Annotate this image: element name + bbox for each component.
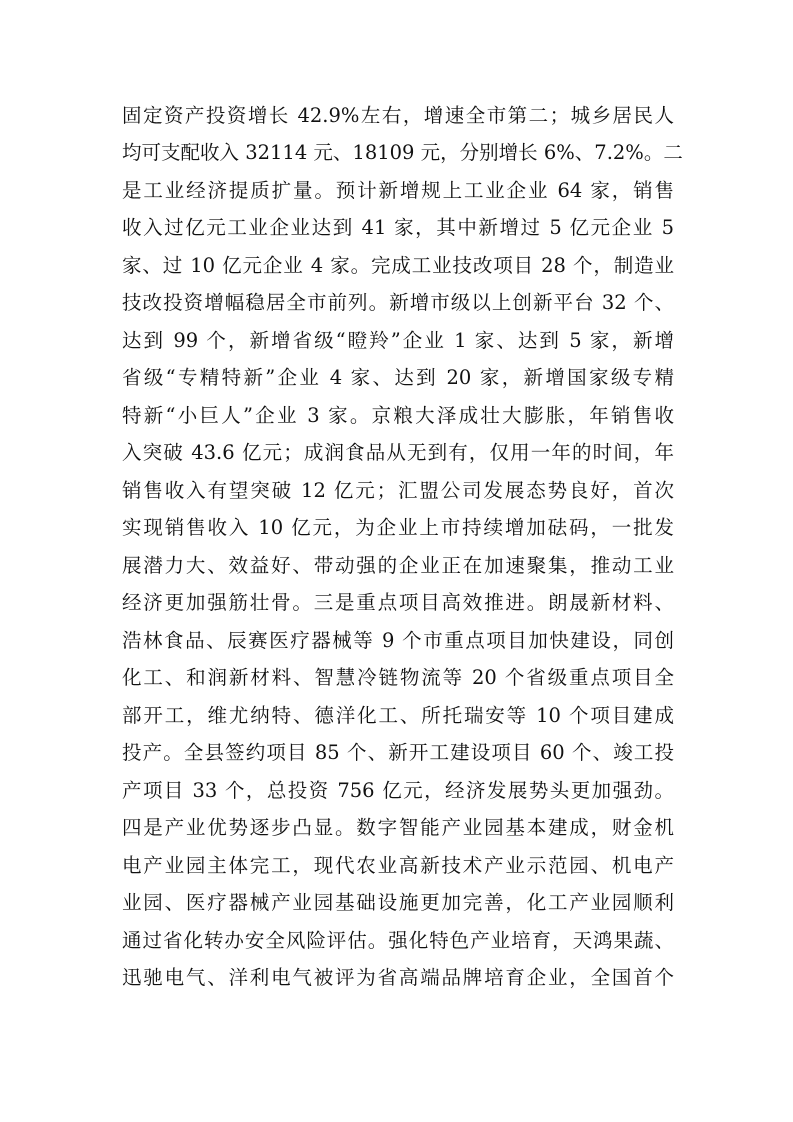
text-line: 特新“小巨人”企业 3 家。京粮大泽成壮大膨胀，年销售收	[122, 404, 674, 427]
text-line: 投产。全县签约项目 85 个、新开工建设项目 60 个、竣工投	[122, 741, 674, 764]
text-line: 展潜力大、效益好、带动强的企业正在加速聚集，推动工业	[122, 554, 674, 577]
text-line: 达到 99 个，新增省级“瞪羚”企业 1 家、达到 5 家，新增	[122, 329, 674, 352]
text-line: 销售收入有望突破 12 亿元；汇盟公司发展态势良好，首次	[122, 479, 674, 502]
text-line: 浩林食品、辰赛医疗器械等 9 个市重点项目加快建设，同创	[122, 629, 674, 652]
text-line: 产项目 33 个，总投资 756 亿元，经济发展势头更加强劲。	[122, 779, 674, 802]
text-line: 家、过 10 亿元企业 4 家。完成工业技改项目 28 个，制造业	[122, 254, 674, 277]
text-line: 迅驰电气、洋利电气被评为省高端品牌培育企业，全国首个	[122, 966, 674, 989]
text-line: 部开工，维尤纳特、德洋化工、所托瑞安等 10 个项目建成	[122, 704, 674, 727]
text-line: 四是产业优势逐步凸显。数字智能产业园基本建成，财金机	[122, 816, 674, 839]
text-line: 是工业经济提质扩量。预计新增规上工业企业 64 家，销售	[122, 179, 674, 202]
text-line: 入突破 43.6 亿元；成润食品从无到有，仅用一年的时间，年	[122, 441, 674, 464]
text-line: 电产业园主体完工，现代农业高新技术产业示范园、机电产	[122, 854, 674, 877]
text-line: 省级“专精特新”企业 4 家、达到 20 家，新增国家级专精	[122, 366, 674, 389]
text-line: 技改投资增幅稳居全市前列。新增市级以上创新平台 32 个、	[122, 291, 674, 314]
text-line: 经济更加强筋壮骨。三是重点项目高效推进。朗晟新材料、	[122, 591, 674, 614]
text-line: 化工、和润新材料、智慧冷链物流等 20 个省级重点项目全	[122, 666, 674, 689]
text-line: 通过省化转办安全风险评估。强化特色产业培育，天鸿果蔬、	[122, 929, 674, 952]
text-line: 固定资产投资增长 42.9%左右，增速全市第二；城乡居民人	[122, 104, 674, 127]
text-line: 均可支配收入 32114 元、18109 元，分别增长 6%、7.2%。二	[122, 141, 683, 164]
text-line: 实现销售收入 10 亿元，为企业上市持续增加砝码，一批发	[122, 516, 674, 539]
text-line: 收入过亿元工业企业达到 41 家，其中新增过 5 亿元企业 5	[122, 216, 674, 239]
text-line: 业园、医疗器械产业园基础设施更加完善，化工产业园顺利	[122, 891, 674, 914]
